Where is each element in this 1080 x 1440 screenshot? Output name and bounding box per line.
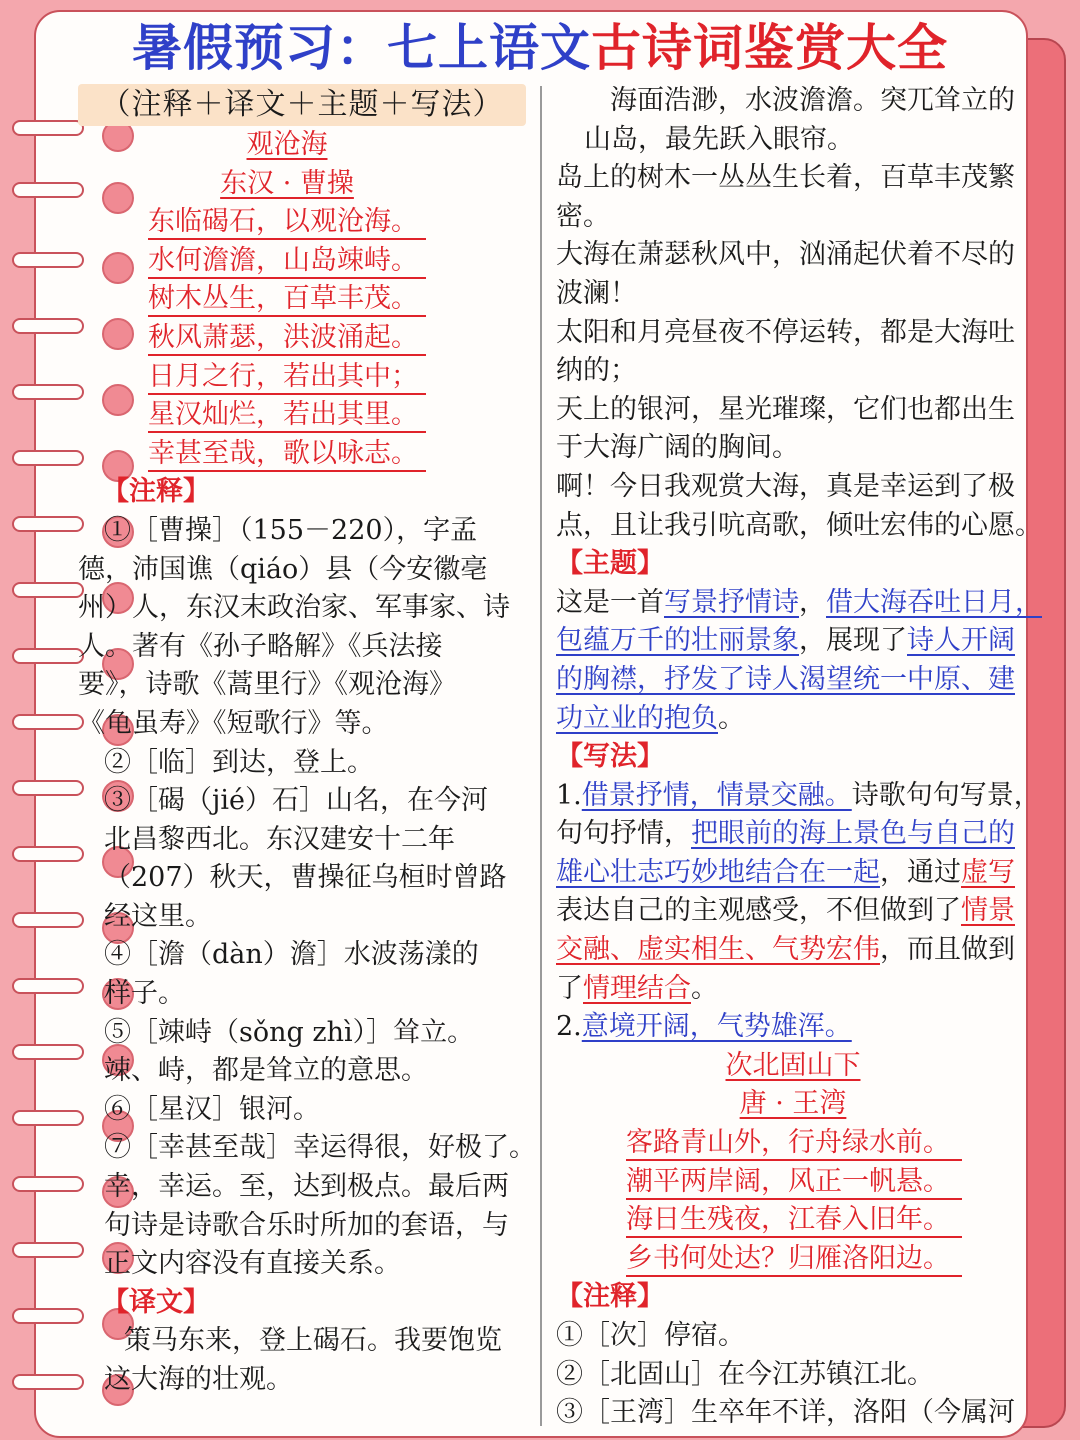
binder-hook	[12, 516, 84, 532]
translation-line: 山岛，最先跃入眼帘。	[584, 123, 854, 155]
binder-hook	[12, 318, 84, 334]
translation-line: 啊！今日我观赏大海，真是幸运到了极	[556, 470, 1015, 502]
translation-line: 波澜！	[556, 277, 637, 309]
binder-hook	[12, 1176, 84, 1192]
right-column	[556, 82, 1040, 1433]
translation-line: 天上的银河，星光璀璨，它们也都出生	[556, 393, 1015, 425]
translation-line: 纳的；	[556, 355, 637, 387]
theme-header: 【主题】	[556, 548, 664, 580]
poem2-line: 乡书何处达？归雁洛阳边。	[556, 1240, 1040, 1279]
note-line: 要》，诗歌《蒿里行》《观沧海》	[78, 669, 456, 701]
binder-hook	[12, 182, 84, 198]
poem-line: 东临碣石，以观沧海。	[78, 203, 530, 242]
binder-hook	[12, 1242, 84, 1258]
note-line: ⑤［竦峙（sǒng zhì）］耸立。	[104, 1016, 475, 1048]
translation-line: 太阳和月亮昼夜不停运转，都是大海吐	[556, 316, 1015, 348]
method-line: 1.借景抒情，情景交融。诗歌句句写景，	[556, 779, 1041, 811]
page-title	[0, 8, 1080, 80]
note-line: 经这里。	[104, 900, 212, 932]
binder-hook	[12, 582, 84, 598]
binder-hook	[12, 1308, 84, 1324]
translation-line: 岛上的树木一丛丛生长着，百草丰茂繁	[556, 162, 1015, 194]
binder-hook	[12, 1044, 84, 1060]
poem-title: 观沧海	[246, 129, 328, 160]
method-line: 雄心壮志巧妙地结合在一起，通过虚写	[556, 856, 1015, 888]
binder-hook	[12, 120, 84, 136]
translation-line: 点，且让我引吭高歌，倾吐宏伟的心愿。	[556, 509, 1042, 541]
notes-header: 【注释】	[102, 476, 210, 508]
binder-hook	[12, 912, 84, 928]
binder-hook	[12, 714, 84, 730]
note-line: 德，沛国谯（qiáo）县（今安徽亳	[78, 553, 488, 585]
note-line: 《龟虽寿》《短歌行》等。	[78, 707, 389, 739]
note-line: ⑦［幸甚至哉］幸运得很，好极了。	[104, 1132, 536, 1164]
binder-hook	[12, 1110, 84, 1126]
translation-line: 策马东来，登上碣石。我要饱览	[124, 1325, 502, 1357]
binder-hook	[12, 846, 84, 862]
poem-author: 东汉 · 曹操	[220, 167, 354, 199]
theme-line: 的胸襟，抒发了诗人渴望统一中原、建	[556, 663, 1015, 695]
note-line: 句诗是诗歌合乐时所加的套语，与	[104, 1209, 509, 1241]
note-line: （207）秋天，曹操征乌桓时曾路	[104, 862, 507, 894]
translation-header: 【译文】	[102, 1286, 210, 1318]
note-line: ②［临］到达，登上。	[104, 746, 374, 778]
translation-line: 这大海的壮观。	[104, 1364, 293, 1395]
theme-line: 这是一首写景抒情诗，借大海吞吐日月，	[556, 586, 1042, 618]
note2-line: ①［次］停宿。	[556, 1320, 745, 1351]
poem2-line: 海日生残夜，江春入旧年。	[556, 1201, 1040, 1240]
note-line: 北昌黎西北。东汉建安十二年	[104, 823, 455, 855]
translation-line: 密。	[556, 200, 610, 232]
title-part-red: 古诗词鉴赏大全	[591, 19, 948, 77]
binder-hook	[12, 648, 84, 664]
binder-hook	[12, 978, 84, 994]
note-line: 幸，幸运。至，达到极点。最后两	[104, 1171, 509, 1203]
theme-line: 功立业的抱负。	[556, 702, 745, 734]
poem-line: 秋风萧瑟，洪波涌起。	[78, 319, 530, 358]
note-line: ④［澹（dàn）澹］水波荡漾的	[104, 939, 479, 971]
method-line: 交融、虚实相生、气势宏伟，而且做到	[556, 934, 1015, 966]
poem2-line: 潮平两岸阔，风正一帆悬。	[556, 1163, 1040, 1202]
poem2-line: 客路青山外，行舟绿水前。	[556, 1124, 1040, 1163]
method-line: 表达自己的主观感受，不但做到了情景	[556, 895, 1015, 927]
method-line: 2.意境开阔，气势雄浑。	[556, 1011, 852, 1043]
binder-hook	[12, 450, 84, 466]
note-line: ⑥［星汉］银河。	[104, 1093, 320, 1125]
title-part-blue: 暑假预习：七上语文	[132, 19, 591, 77]
poem-line: 水何澹澹，山岛竦峙。	[78, 242, 530, 281]
note-line: 正文内容没有直接关系。	[104, 1248, 401, 1280]
binder-hook	[12, 384, 84, 400]
note-line: 竦、峙，都是耸立的意思。	[104, 1055, 428, 1087]
poem-line: 树木丛生，百草丰茂。	[78, 280, 530, 319]
theme-line: 包蕴万千的壮丽景象，展现了诗人开阔	[556, 625, 1015, 657]
translation-line: 于大海广阔的胸间。	[556, 432, 799, 464]
note2-line: ②［北固山］在今江苏镇江北。	[556, 1358, 934, 1390]
translation-line: 海面浩渺，水波澹澹。突兀耸立的	[610, 85, 1015, 116]
poem2-author: 唐 · 王湾	[739, 1088, 847, 1120]
method-line: 了情理结合。	[556, 972, 718, 1004]
poem-line: 星汉灿烂，若出其里。	[78, 396, 530, 435]
method-header: 【写法】	[556, 741, 664, 773]
binder-hook	[12, 1374, 84, 1390]
note-line: ③［碣（jié）石］山名，在今河	[104, 785, 488, 817]
note-line: 州）人，东汉末政治家、军事家、诗	[78, 592, 510, 624]
binder-hook	[12, 780, 84, 796]
note-line: ①［曹操］（155－220），字孟	[104, 514, 478, 546]
note2-line: ③［王湾］生卒年不详，洛阳（今属河	[556, 1397, 1015, 1429]
poem2-title: 次北固山下	[725, 1049, 861, 1081]
poem-line: 幸甚至哉，歌以咏志。	[78, 435, 530, 474]
poem-line: 日月之行，若出其中；	[78, 358, 530, 397]
binder-hook	[12, 252, 84, 268]
note-line: 样子。	[104, 978, 185, 1010]
notes2-header: 【注释】	[556, 1281, 664, 1313]
subtitle: （注释＋译文＋主题＋写法）	[100, 87, 504, 122]
note-line: 人。著有《孙子略解》《兵法接	[78, 630, 443, 662]
left-column	[78, 126, 536, 1400]
column-divider	[540, 86, 542, 1426]
translation-line: 大海在萧瑟秋风中，汹涌起伏着不尽的	[556, 239, 1015, 271]
method-line: 句句抒情，把眼前的海上景色与自己的	[556, 818, 1015, 850]
